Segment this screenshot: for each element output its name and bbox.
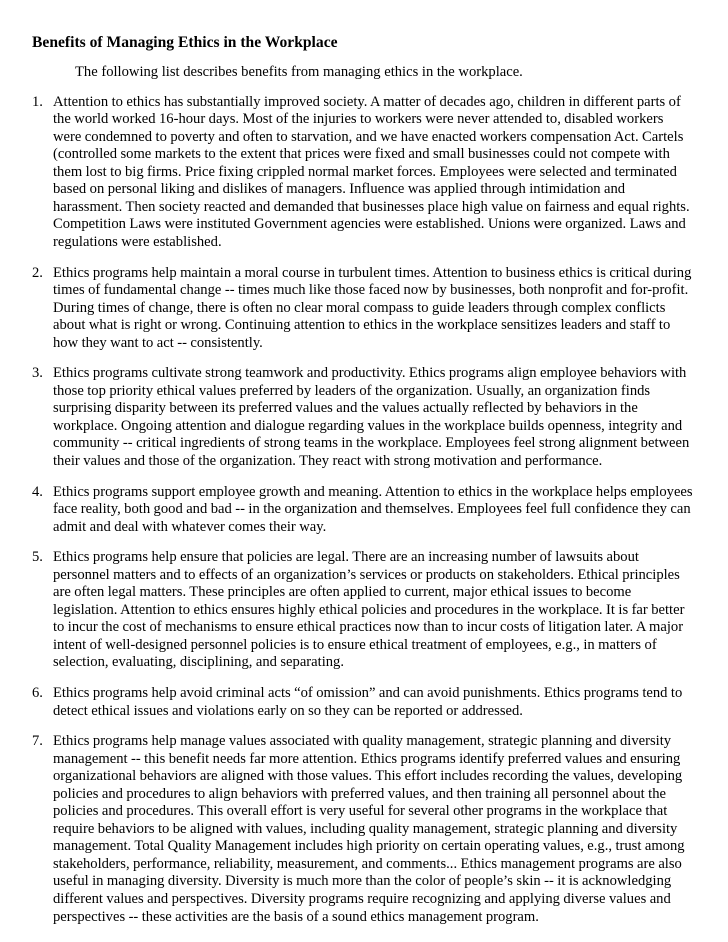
benefit-text: Ethics programs help ensure that policies are legal. There are an increasing number of lawsuits about personnel matters and to effects of an organization’s services or products on stakeholders. Ethical principles are often legal matters. These principles are often applied to current, major ethical issues to become legislation. Attention to ethics ensures highly ethical policies and procedures in the workplace. It is far better to incur the cost of mechanisms to ensure ethical practices now than to incur costs of litigation later. A major intent of well-designed personnel policies is to ensure ethical treatment of employees, e.g., in matters of selection, evaluating, disciplining, and separating.: [53, 549, 685, 671]
intro-paragraph: The following list describes benefits from managing ethics in the workplace.: [75, 64, 523, 80]
benefit-text: Ethics programs help manage values associated with quality management, strategic planning and diversity management -- this benefit needs far more attention. Ethics programs identify preferred values and ensuring organizational behaviors are aligned with those values. This effort includes recording the values, developing policies and procedures to align behaviors with preferred values, and then training all personnel about the policies and procedures. This overall effort is very useful for several other programs in the workplace that require behaviors to be aligned with values, including quality management, strategic planning and diversity management. Total Quality Management includes high priority on certain operating values, e.g., trust among stakeholders, performance, reliability, measurement, and comments... Ethics management programs are also useful in managing diversity. Diversity is much more than the color of people’s skin -- it is acknowledging different values and perspectives. Diversity programs require recognizing and applying diverse values and perspectives -- these activities are the basis of a sound ethics management program.: [53, 733, 685, 925]
benefit-number: 6.: [32, 685, 43, 701]
benefit-text: Ethics programs help avoid criminal acts “of omission” and can avoid punishments. Ethics programs tend to detect ethical issues and violations early on so they can be reported or addressed.: [53, 685, 683, 719]
benefit-text: Ethics programs help maintain a moral course in turbulent times. Attention to business ethics is critical during times of fundamental change -- times much like those faced now by businesses, both nonprofit and for-profit. During times of change, there is often no clear moral compass to guide leaders through complex conflicts about what is right or wrong. Continuing attention to ethics in the workplace sensitizes leaders and staff to how they want to act -- consistently.: [53, 264, 692, 351]
benefit-item-7: [32, 733, 694, 926]
document-title: Benefits of Managing Ethics in the Workplace: [32, 34, 338, 51]
benefit-text: Ethics programs support employee growth and meaning. Attention to ethics in the workplace helps employees face reality, both good and bad -- in the organization and themselves. Employees feel full confidence they can admit and deal with whatever comes their way.: [53, 483, 693, 535]
benefits-list: [32, 94, 694, 927]
benefit-number: 7.: [32, 733, 43, 750]
benefit-text: Attention to ethics has substantially improved society. A matter of decades ago, children in different parts of the world worked 16-hour days. Most of the injuries to workers were never attended to, disabled workers were condemned to poverty and often to starvation, and we have enacted workers compensation Act. Cartels (controlled some markets to the extent that prices were fixed and small businesses could not compete with them lost to big firms. Price fixing crippled normal market forces. Employees were selected and terminated based on personal liking and dislikes of managers. Influence was applied through intimidation and harassment. Then society reacted and demanded that businesses place high value on fairness and equal rights. Competition Laws were instituted Government agencies were established. Unions were organized. Laws and regulations were established.: [53, 93, 690, 250]
benefit-number: 4.: [32, 483, 43, 500]
benefit-item-3: [32, 365, 694, 470]
benefit-item-2: [32, 265, 694, 353]
benefit-item-1: [32, 94, 694, 252]
benefit-number: 1.: [32, 93, 43, 110]
benefit-number: 2.: [32, 264, 43, 281]
benefit-number: 3.: [32, 365, 43, 382]
benefit-number: 5.: [32, 549, 43, 566]
benefit-item-6: [32, 685, 694, 720]
benefit-item-5: [32, 549, 694, 672]
benefit-item-4: [32, 484, 694, 537]
benefit-text: Ethics programs cultivate strong teamwork and productivity. Ethics programs align employee behaviors with those top priority ethical values preferred by leaders of the organization. Usually, an organization finds surprising disparity between its preferred values and the values actually reflected by behaviors in the workplace. Ongoing attention and dialogue regarding values in the workplace builds openness, integrity and community -- critical ingredients of strong teams in the workplace. Employees feel strong alignment between their values and those of the organization. They react with strong motivation and performance.: [53, 365, 690, 469]
